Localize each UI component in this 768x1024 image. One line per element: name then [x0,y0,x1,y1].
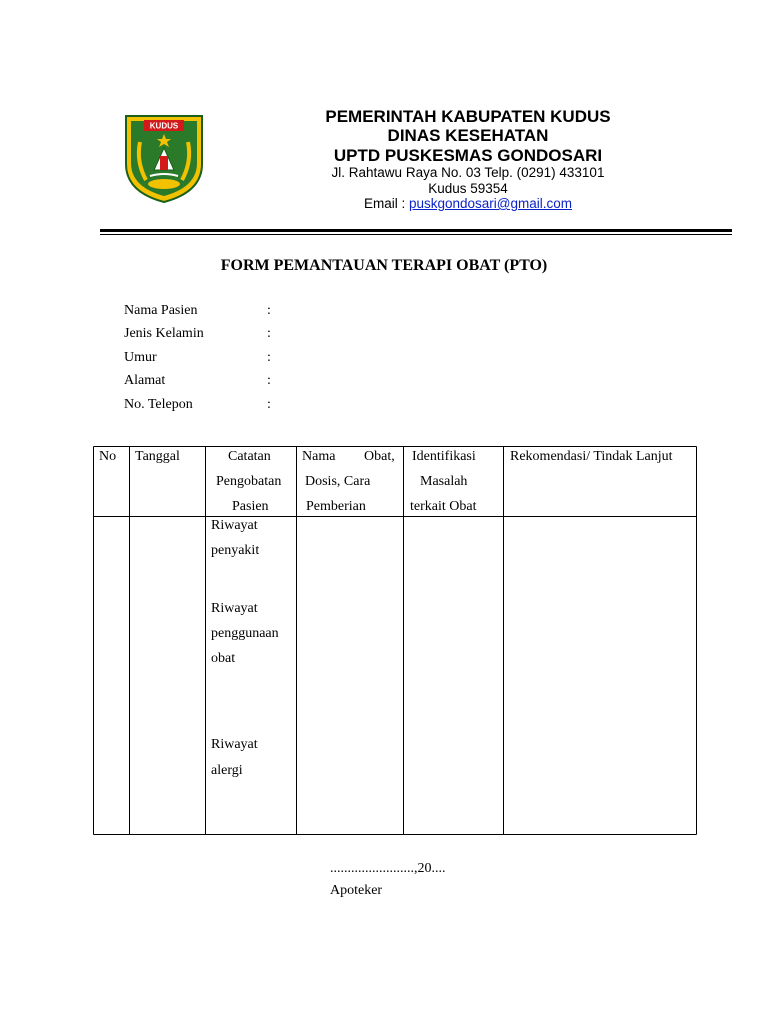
field-colon: : [267,303,271,318]
letterhead-city: Kudus 59354 [428,181,508,196]
header-rekomendasi: Rekomendasi/ Tindak Lanjut [510,449,673,464]
entry-riwayat-penggunaan-line3: obat [211,651,236,666]
signature-role: Apoteker [330,883,383,898]
entry-riwayat-penyakit-line2: penyakit [211,543,260,558]
signature-date-line: ........................,20.... [330,861,446,876]
letterhead-email-line [300,196,636,212]
entry-riwayat-alergi-line2: alergi [211,763,243,778]
email-link[interactable]: puskgondosari@gmail.com [408,196,573,211]
header-identifikasi-line3: terkait Obat [410,499,477,514]
field-label-nama-pasien: Nama Pasien [124,303,198,318]
entry-riwayat-penggunaan-line1: Riwayat [211,601,258,616]
kudus-crest-emblem [122,112,206,204]
field-label-jenis-kelamin: Jenis Kelamin [124,326,204,341]
entry-riwayat-alergi-line1: Riwayat [211,737,258,752]
header-nama-obat-line3: Pemberian [306,499,366,514]
letterhead-address: Jl. Rahtawu Raya No. 03 Telp. (0291) 433101 [331,165,605,180]
header-identifikasi-line2: Masalah [420,474,468,489]
header-no: No [99,449,117,464]
header-tanggal: Tanggal [135,449,180,464]
letterhead-rule-thin [100,234,732,235]
header-catatan-line2: Pengobatan [216,474,282,489]
entry-riwayat-penyakit-line1: Riwayat [211,518,258,533]
header-catatan-line1: Catatan [228,449,271,464]
letterhead-department: DINAS KESEHATAN [387,126,549,145]
field-label-alamat: Alamat [124,373,166,388]
form-title: FORM PEMANTAUAN TERAPI OBAT (PTO) [220,257,548,274]
field-colon: : [267,397,271,412]
logo-lettering: KUDUS [149,121,179,131]
header-catatan-line3: Pasien [232,499,269,514]
letterhead-rule-thick [100,229,732,232]
header-identifikasi-line1: Identifikasi [412,449,476,464]
header-nama-obat-line1b: Obat, [364,449,395,464]
field-colon: : [267,326,271,341]
header-nama-obat-line1a: Nama [302,449,336,464]
letterhead-government: PEMERINTAH KABUPATEN KUDUS [325,107,611,126]
field-colon: : [267,373,271,388]
kudus-regency-logo [122,112,206,204]
field-label-umur: Umur [124,350,157,365]
email-label: Email : [363,196,409,211]
field-colon: : [267,350,271,365]
header-nama-obat-line2: Dosis, Cara [305,474,371,489]
letterhead-puskesmas: UPTD PUSKESMAS GONDOSARI [333,146,603,165]
entry-riwayat-penggunaan-line2: penggunaan [211,626,279,641]
field-label-no-telepon: No. Telepon [124,397,193,412]
